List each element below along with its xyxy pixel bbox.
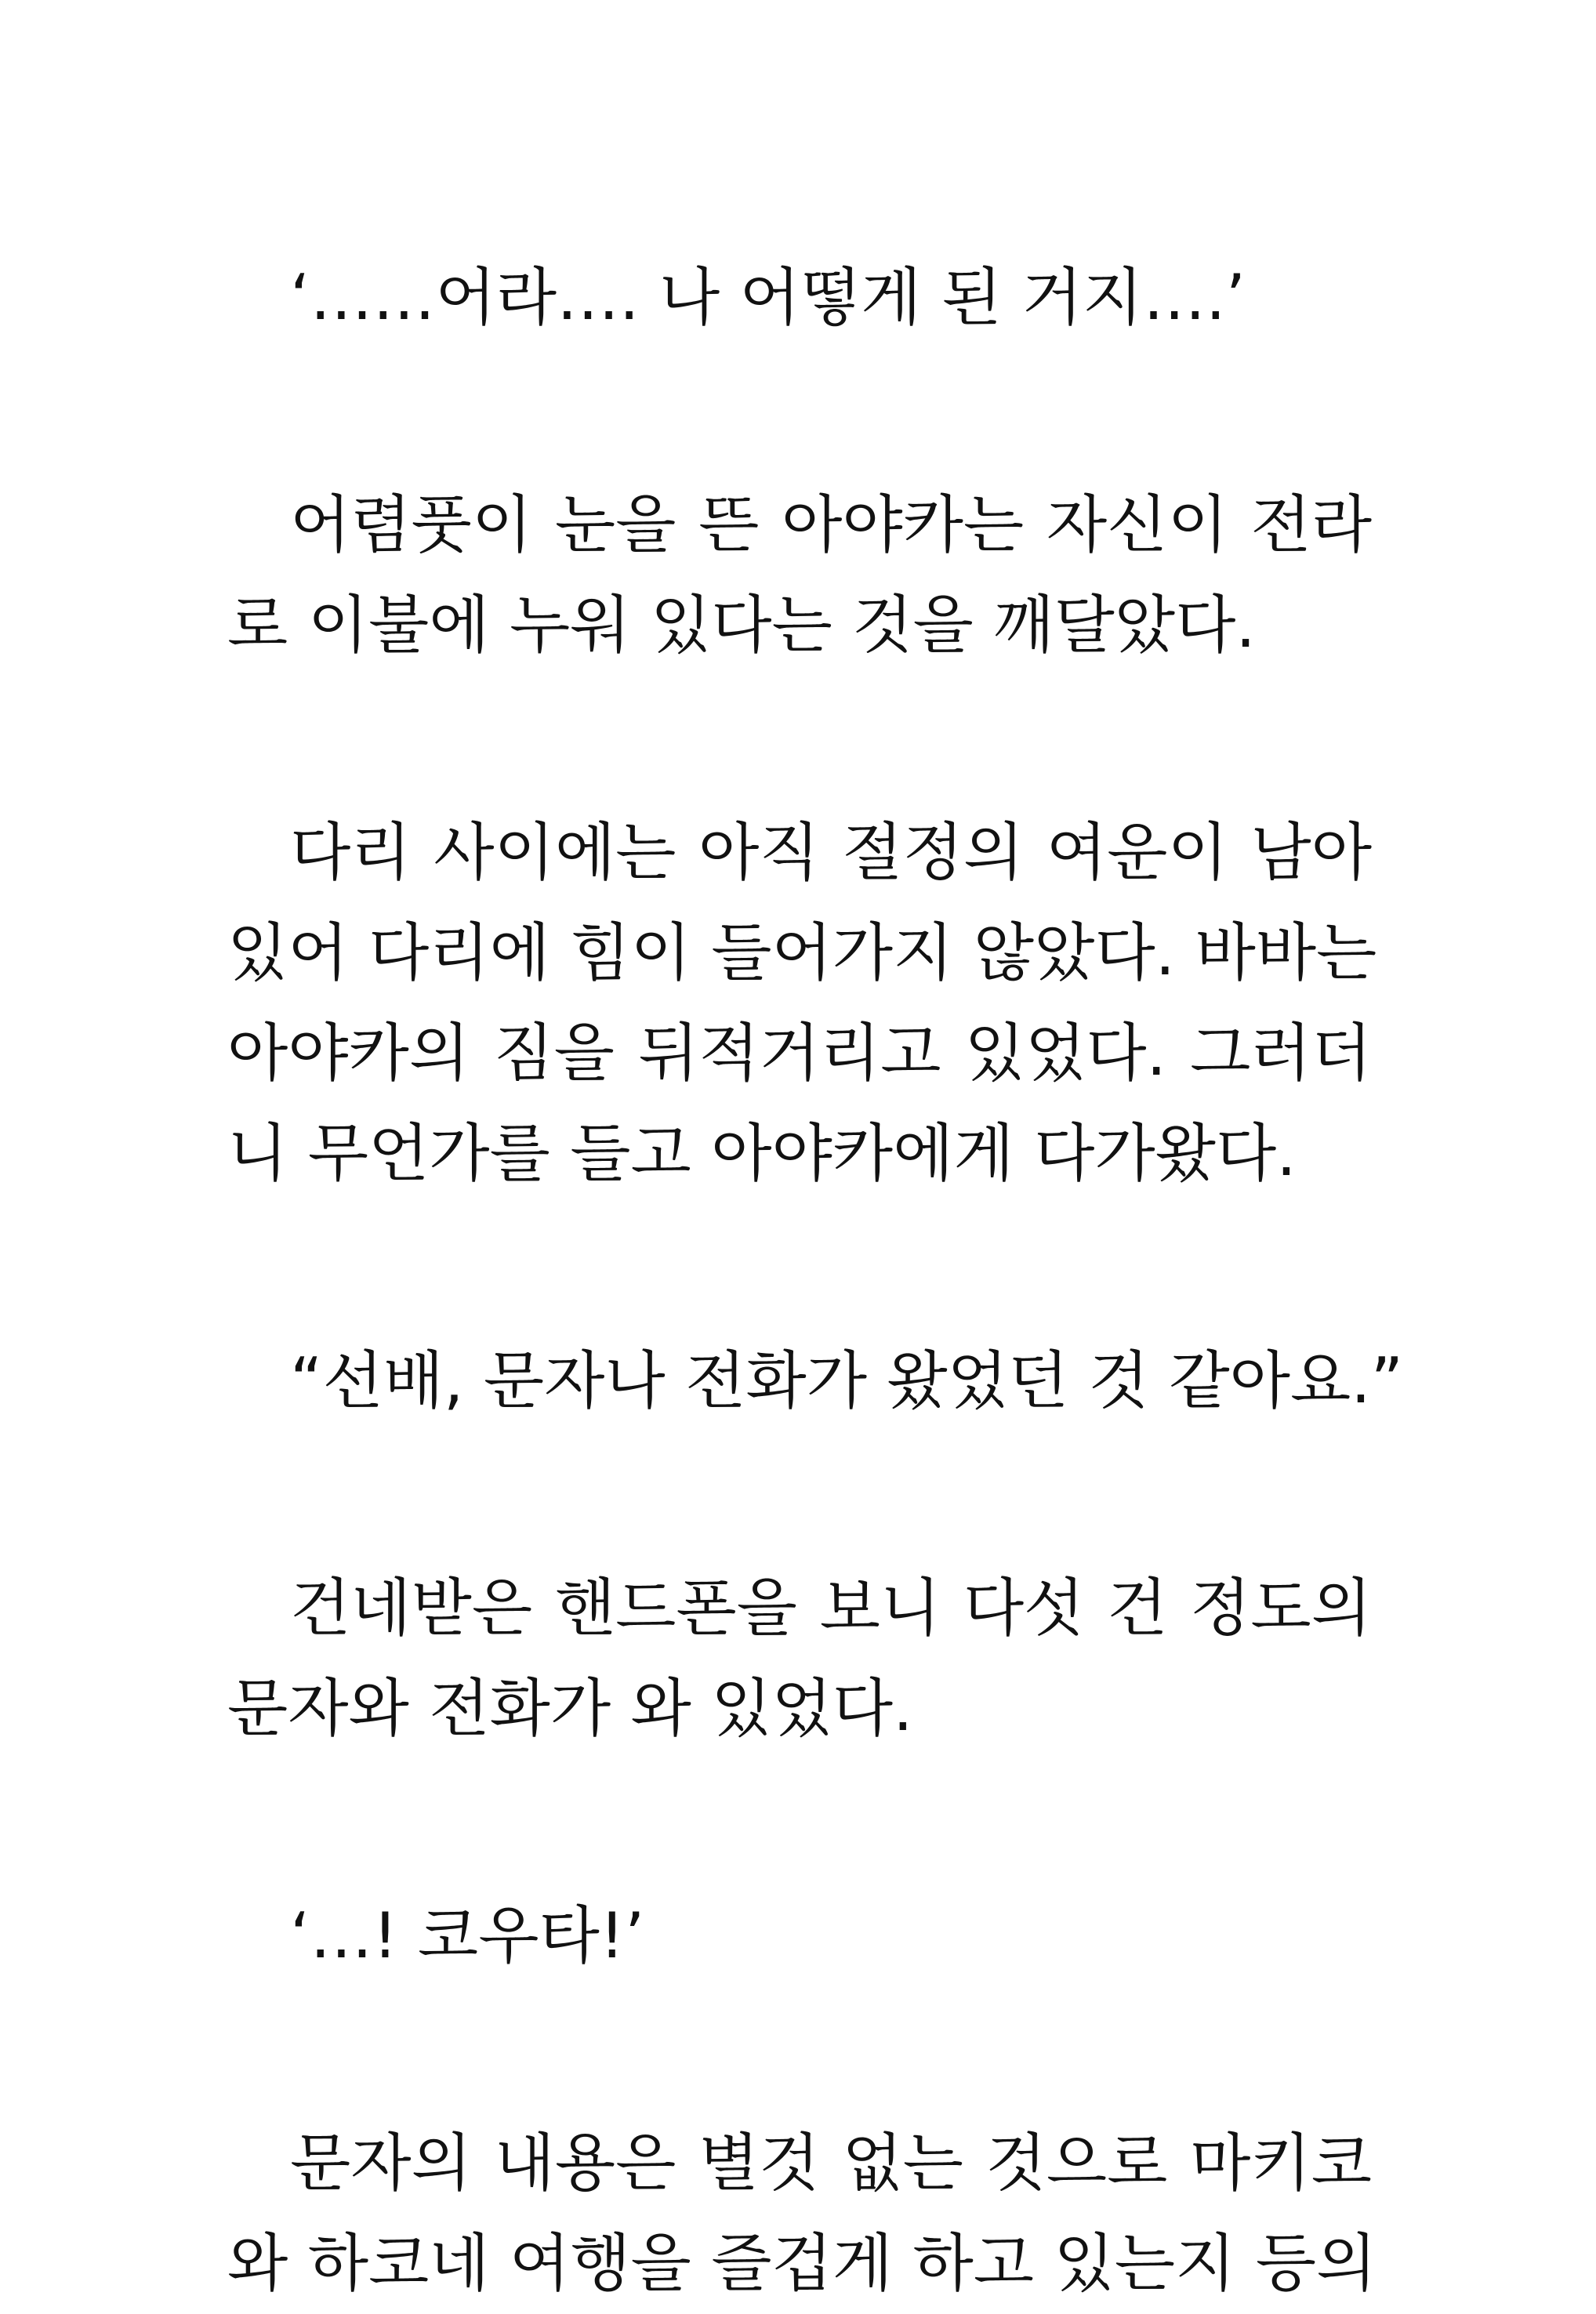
text-line: 건네받은 핸드폰을 보니 다섯 건 정도의	[290, 1572, 1372, 1645]
text-line: 있어 다리에 힘이 들어가지 않았다. 바바는	[227, 916, 1377, 989]
paragraph-1	[227, 248, 1372, 348]
body-text	[227, 248, 1404, 2314]
paragraph-6	[227, 1886, 1372, 1986]
text-line: 문자와 전화가 와 있었다.	[227, 1672, 913, 1745]
paragraph-2	[227, 475, 1372, 676]
text-line: 어렴풋이 눈을 뜬 아야카는 자신이 전라	[290, 488, 1372, 561]
text-line: 아야카의 짐을 뒤적거리고 있었다. 그러더	[227, 1017, 1372, 1090]
paragraph-5	[227, 1558, 1372, 1759]
text-line: 니 무언가를 들고 아야카에게 다가왔다.	[227, 1117, 1297, 1190]
text-line: 문자의 내용은 별것 없는 것으로 마키코	[290, 2127, 1372, 2200]
text-line: “선배, 문자나 전화가 왔었던 것 같아요.”	[290, 1344, 1404, 1417]
text-line: 로 이불에 누워 있다는 것을 깨달았다.	[227, 589, 1256, 662]
text-line: 다리 사이에는 아직 절정의 여운이 남아	[290, 816, 1372, 889]
text-line: ‘…! 코우타!’	[290, 1899, 645, 1972]
paragraph-3	[227, 803, 1377, 1204]
paragraph-7	[227, 2113, 1377, 2314]
paragraph-4	[227, 1331, 1404, 1431]
text-line: ‘……어라…. 나 어떻게 된 거지….’	[290, 261, 1246, 334]
text-line: 와 하코네 여행을 즐겁게 하고 있는지 등의	[227, 2227, 1377, 2300]
